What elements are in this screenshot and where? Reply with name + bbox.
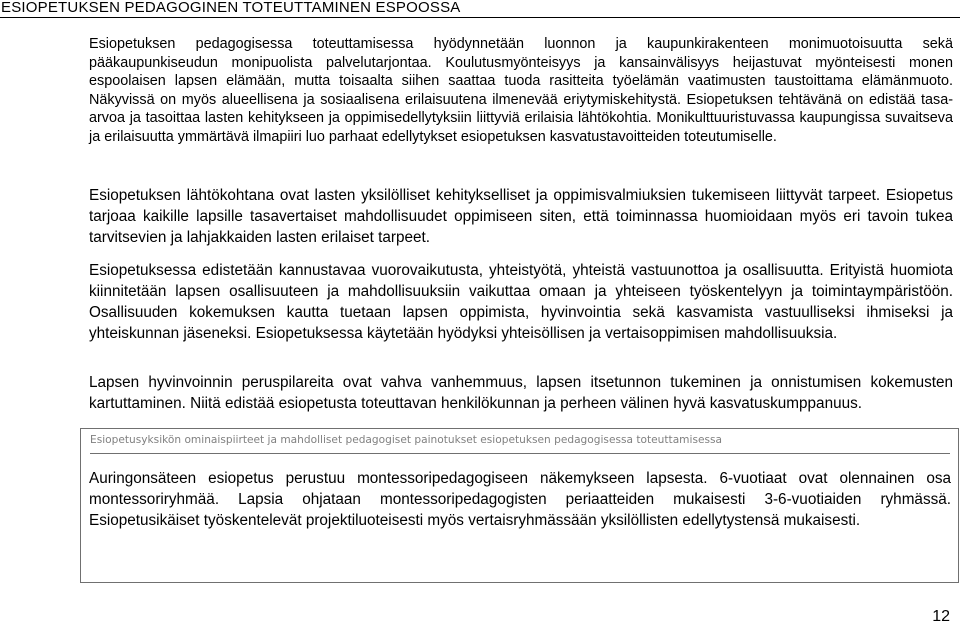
body-paragraph: Lapsen hyvinvoinnin peruspilareita ovat vahva vanhemmuus, lapsen itsetunnon tukeminen ja onnistumisen kokemusten kartuttaminen. Niitä edistää esiopetusta toteuttavan henkilökunnan ja perheen välinen hyvä kasvatuskumppanuus. [89, 374, 953, 412]
page-number: 12 [932, 608, 950, 625]
page-heading: ESIOPETUKSEN PEDAGOGINEN TOTEUTTAMINEN ESPOOSSA [0, 0, 960, 18]
box-text: Auringonsäteen esiopetus perustuu montessoripedagogiseen näkemykseen lapsesta. 6-vuotiaat ovat olennainen osa montessoriryhmää. Lapsia ohjataan montessoripedagogisten periaatteiden mukaisesti 3-6-vuotiaiden ryhmässä. Esiopetusikäiset työskentelevät projektiluoteisesti myös vertaisryhmässään yksilöllisten edellytystensä mukaisesti. [89, 470, 951, 529]
body-paragraph: Esiopetuksen lähtökohtana ovat lasten yksilölliset kehitykselliset ja oppimisvalmiuksien tukemiseen liittyvät tarpeet. Esiopetus tarjoaa kaikille lapsille tasavertaiset mahdollisuudet oppimiseen siten, että toiminnassa huomioidaan myös eri tavoin tukea tarvitsevien ja lahjakkaiden lasten erilaiset tarpeet. [89, 187, 953, 246]
unit-characteristics-box [80, 428, 959, 583]
body-paragraph: Esiopetuksessa edistetään kannustavaa vuorovaikutusta, yhteistyötä, yhteistä vastuunottoa ja osallisuutta. Erityistä huomiota kiinnitetään lapsen osallisuuteen ja mahdollisuuksiin vaikuttaa omaan ja yhteiseen työskentelyyn ja toimintaympäristöön. Osallisuuden kokemuksen kautta tuetaan lapsen oppimista, hyvinvointia sekä kasvamista vastuulliseksi ihmiseksi ja yhteiskunnan jäseneksi. Esiopetuksessa käytetään hyödyksi yhteisöllisen ja vertaisoppimisen mahdollisuuksia. [89, 262, 953, 342]
body-paragraph: Esiopetuksen pedagogisessa toteuttamisessa hyödynnetään luonnon ja kaupunkirakenteen monimuotoisuutta sekä pääkaupunkiseudun monipuolista palvelutarjontaa. Koulutusmyönteisyys ja kansainvälisyys heijastuvat myönteisesti monen espoolaisen lapsen elämään, mutta toisaalta siihen saattaa tuoda rasitteita työelämän vaatimusten taustoittama elämänmuoto. Näkyvissä on myös alueellisena ja sosiaalisena erilaisuutena ilmenevää eriytymiskehitystä. Esiopetuksen tehtävänä on edistää tasa-arvoa ja tasoittaa lasten kehitykseen ja oppimisedellytyksiin liittyviä erilaisia lähtökohtia. Monikulttuuristuvassa kaupungissa suvaitseva ja erilaisuutta ymmärtävä ilmapiiri luo parhaat edellytykset esiopetuksen kasvatustavoitteiden toteutumiselle. [89, 36, 953, 145]
box-title: Esiopetusyksikön ominaispiirteet ja mahdolliset pedagogiset painotukset esiopetuksen pedagogisessa toteuttamisessa [90, 429, 950, 454]
